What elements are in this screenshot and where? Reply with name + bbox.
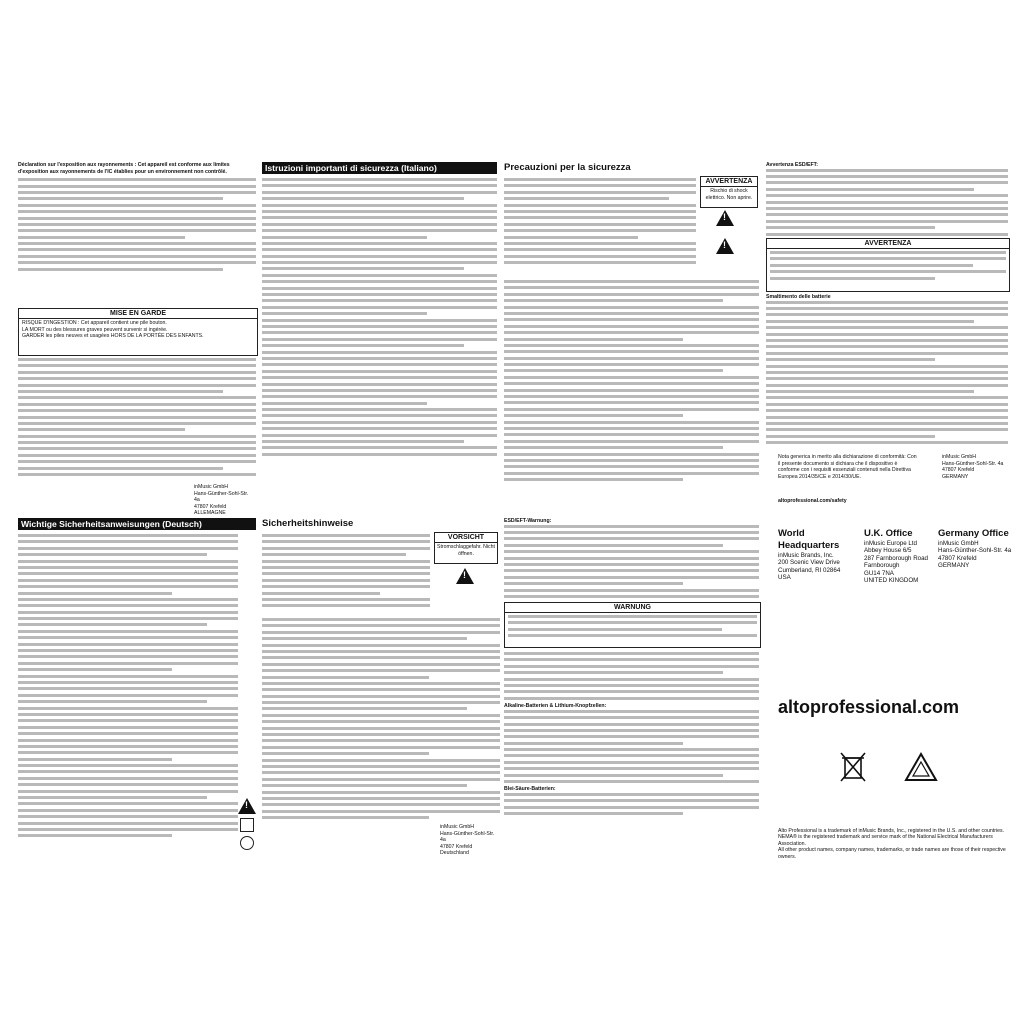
sicherheitshinweise-lines xyxy=(262,534,430,611)
german-safety-lines xyxy=(18,534,238,837)
germany-office xyxy=(938,528,1012,570)
class-ii-icon xyxy=(240,818,254,832)
warnung-title: WARNUNG xyxy=(505,603,760,613)
weee-bin-icon xyxy=(838,750,868,784)
world-office-line: inMusic Brands, Inc. xyxy=(778,552,834,559)
esd-germany-address: inMusic GmbH Hans-Günther-Sohl-Str. 4a 47807 Krefeld GERMANY xyxy=(942,454,1004,480)
italian-title: Istruzioni importanti di sicurezza (Italiano) xyxy=(262,162,497,174)
german-safety-title: Wichtige Sicherheitsanweisungen (Deutsch) xyxy=(18,518,256,530)
offices-section xyxy=(778,528,1012,858)
mise-en-garde-box xyxy=(18,308,258,356)
website-link[interactable]: altoprofessional.com xyxy=(778,697,960,717)
esd-de-intro: ESD/EFT-Warnung: xyxy=(504,518,552,524)
footer-note: All other product names, company names, trademarks, or trade names are those of their respective owners. xyxy=(778,847,1006,860)
esd-lines xyxy=(766,169,1008,236)
vorsicht-box xyxy=(434,532,498,564)
esd-intro: Avvertenza ESD/EFT: xyxy=(766,162,818,168)
footer-notes xyxy=(778,828,1012,860)
avvertenza-title: AVVERTENZA xyxy=(701,177,757,187)
warning-triangle-icon xyxy=(716,210,734,226)
mort-text: LA MORT ou des blessures graves peuvent survenir si ingérée. xyxy=(22,326,168,333)
germany-office-line: Hans-Günther-Sohl-Str. 4a xyxy=(938,547,1012,555)
uk-office-line: GU14 7NA xyxy=(864,569,894,577)
uk-office xyxy=(864,528,936,584)
warnung-box xyxy=(504,602,761,648)
lithium-heading: Alkaline-Batterien & Lithium-Knopfzellen: xyxy=(504,703,607,710)
esd-lines-2 xyxy=(766,294,1008,448)
germany-office-line: GERMANY xyxy=(938,562,970,570)
french-body-lines xyxy=(18,178,256,270)
sicherheitshinweise-lines-2 xyxy=(262,618,500,823)
esd-de-lines-2 xyxy=(504,652,759,819)
sicherheitshinweise-title: Sicherheitshinweise xyxy=(262,518,354,529)
world-office xyxy=(778,528,858,582)
world-office-line: Cumberland, RI 02864 xyxy=(778,566,841,574)
uk-office-line: Farnborough xyxy=(864,562,900,570)
recycle-icon xyxy=(904,752,938,782)
blei-heading: Blei-Säure-Batterien: xyxy=(504,786,556,793)
french-section xyxy=(18,162,256,517)
avvertenza-battery-title: AVVERTENZA xyxy=(767,239,1009,249)
italian-list-lines xyxy=(262,178,497,456)
world-office-title: World Headquarters xyxy=(778,528,840,551)
standby-icon xyxy=(240,836,254,850)
precautions-lines-2 xyxy=(504,280,759,485)
batterie-heading: Smaltimento delle batterie xyxy=(766,294,831,300)
uk-office-title: U.K. Office xyxy=(864,528,913,539)
french-intro: Déclaration sur l'exposition aux rayonnements : Cet appareil est conforme aux limites d'exposition aux rayonnements de l'IC établies pour un environnement non contrôlé. xyxy=(18,162,230,175)
warning-triangle-icon xyxy=(456,568,474,584)
uk-office-line: 287 Farnborough Road xyxy=(864,554,928,562)
germany-office-line: inMusic GmbH xyxy=(938,540,979,547)
esd-de-lines xyxy=(504,525,759,598)
precautions-lines xyxy=(504,178,696,267)
uk-office-line: UNITED KINGDOM xyxy=(864,577,919,585)
french-body-lines-2 xyxy=(18,358,256,479)
risque-text: RISQUE D'INGESTION : Cet appareil contient une pile bouton. xyxy=(22,320,167,326)
esd-section xyxy=(766,162,1008,507)
world-office-line: 200 Scenic View Drive xyxy=(778,559,840,567)
sicherheitshinweise-germany-address: inMusic GmbH Hans-Günther-Sohl-Str. 4a 47807 Krefeld Deutschland xyxy=(440,824,495,857)
garder-text: GARDER les piles neuves et usagées HORS DE LA PORTÉE DES ENFANTS. xyxy=(22,333,204,340)
footer-note: Alto Professional is a trademark of inMusic Brands, Inc., registered in the U.S. and other countries. xyxy=(778,828,1005,834)
germany-office-title: Germany Office xyxy=(938,528,1009,539)
avvertenza-battery-box xyxy=(766,238,1010,292)
sicherheitshinweise-section xyxy=(262,518,500,858)
mise-en-garde-title: MISE EN GARDE xyxy=(19,309,257,319)
avvertenza-box xyxy=(700,176,758,208)
esd-website: altoprofessional.com/safety xyxy=(778,498,847,504)
conformity-note: Nota generica in merito alla dichiarazione di conformità: Con il presente documento si dichiara che il dispositivo è conforme con i requisiti essenziali contenuti nella Direttiva Europea 2014/35/CE e 2014/30/UE. xyxy=(778,454,917,480)
world-office-line: USA xyxy=(778,574,791,582)
warning-triangle-icon xyxy=(238,798,256,814)
footer-note: NEMA® is the registered trademark and service mark of the National Electrical Manufacturers Association. xyxy=(778,834,993,847)
uk-office-line: Abbey House 6/5 xyxy=(864,547,912,555)
warning-triangle-icon xyxy=(716,238,734,254)
uk-office-line: inMusic Europe Ltd xyxy=(864,540,917,547)
esd-de-section xyxy=(504,518,759,858)
french-germany-address: inMusic GmbH Hans-Günther-Sohl-Str. 4a 47807 Krefeld ALLEMAGNE xyxy=(194,484,249,517)
italian-section xyxy=(262,162,497,507)
precautions-title: Precauzioni per la sicurezza xyxy=(504,162,631,173)
vorsicht-title: VORSICHT xyxy=(435,533,497,543)
vorsicht-sub: Stromschlaggefahr. Nicht öffnen. xyxy=(437,544,495,557)
precautions-section xyxy=(504,162,759,507)
german-safety-section xyxy=(18,518,256,858)
germany-office-line: 47807 Krefeld xyxy=(938,554,977,562)
avvertenza-sub: Rischio di shock elettrico. Non aprire. xyxy=(705,188,753,201)
